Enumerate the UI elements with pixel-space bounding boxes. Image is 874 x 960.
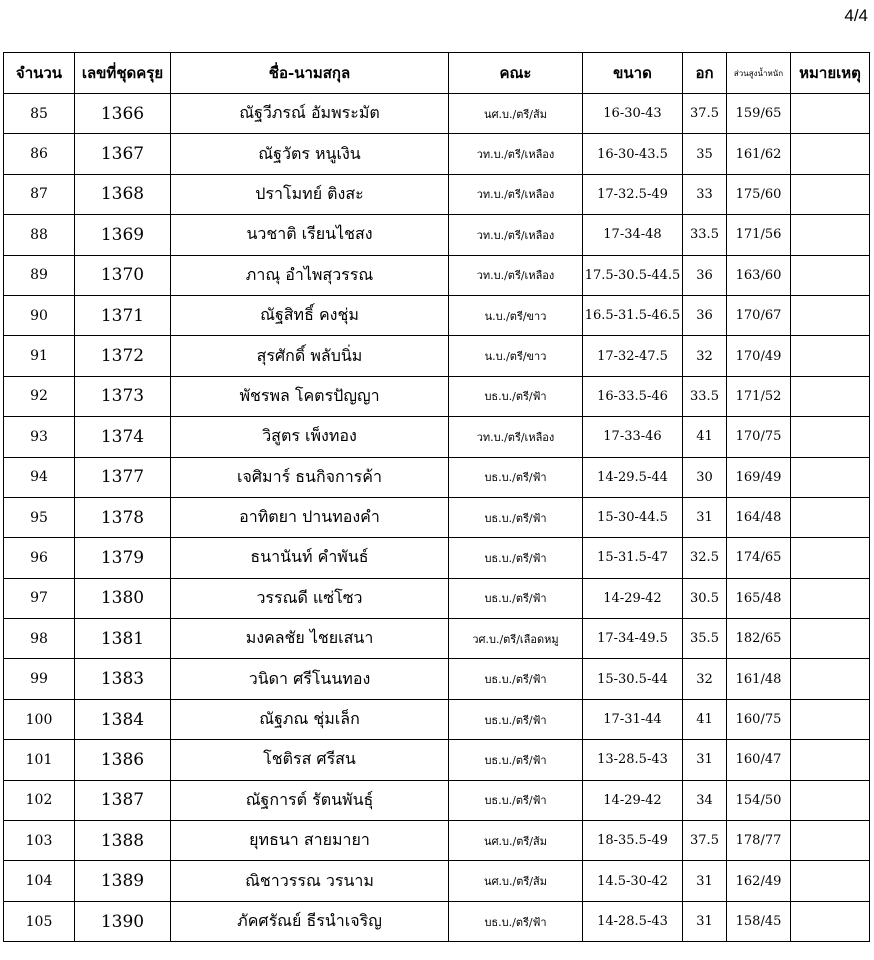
cell-size: 15-30.5-44 (583, 659, 683, 699)
cell-gown-number: 1366 (75, 94, 171, 134)
cell-faculty: วศ.บ./ตรี/เลือดหมู (449, 619, 583, 659)
cell-faculty: วท.บ./ตรี/เหลือง (449, 134, 583, 174)
cell-gown-number: 1374 (75, 417, 171, 457)
cell-chest: 41 (683, 699, 727, 739)
cell-gown-number: 1373 (75, 376, 171, 416)
cell-size: 17-34-48 (583, 215, 683, 255)
cell-seq: 96 (4, 538, 75, 578)
cell-remark (791, 417, 870, 457)
cell-name: เจศิมาร์ ธนกิจการค้า (171, 457, 449, 497)
cell-name: มงคลชัย ไชยเสนา (171, 619, 449, 659)
cell-name: ณัฐสิทธิ์ คงชุ่ม (171, 295, 449, 335)
cell-name: ณัฐวัตร หนูเงิน (171, 134, 449, 174)
cell-remark (791, 578, 870, 618)
cell-height-weight: 171/52 (727, 376, 791, 416)
cell-remark (791, 861, 870, 901)
cell-faculty: วท.บ./ตรี/เหลือง (449, 255, 583, 295)
cell-size: 16.5-31.5-46.5 (583, 295, 683, 335)
table-row (4, 538, 870, 578)
cell-faculty: บธ.บ./ตรี/ฟ้า (449, 740, 583, 780)
cell-height-weight: 161/62 (727, 134, 791, 174)
cell-faculty: น.บ./ตรี/ขาว (449, 295, 583, 335)
cell-remark (791, 94, 870, 134)
cell-remark (791, 457, 870, 497)
cell-chest: 32.5 (683, 538, 727, 578)
cell-name: ณิชาวรรณ วรนาม (171, 861, 449, 901)
cell-seq: 95 (4, 497, 75, 537)
cell-name: นวชาติ เรียนไชสง (171, 215, 449, 255)
table-row (4, 336, 870, 376)
cell-gown-number: 1381 (75, 619, 171, 659)
cell-chest: 33.5 (683, 215, 727, 255)
cell-remark (791, 780, 870, 820)
cell-faculty: บธ.บ./ตรี/ฟ้า (449, 780, 583, 820)
cell-chest: 30 (683, 457, 727, 497)
cell-seq: 98 (4, 619, 75, 659)
table-row (4, 861, 870, 901)
cell-name: พัชรพล โคตรปัญญา (171, 376, 449, 416)
cell-remark (791, 497, 870, 537)
cell-remark (791, 255, 870, 295)
cell-height-weight: 178/77 (727, 821, 791, 861)
cell-chest: 32 (683, 659, 727, 699)
cell-size: 17.5-30.5-44.5 (583, 255, 683, 295)
page-number: 4/4 (844, 6, 868, 25)
cell-remark (791, 901, 870, 941)
cell-seq: 87 (4, 174, 75, 214)
cell-height-weight: 165/48 (727, 578, 791, 618)
header-size: ขนาด (583, 53, 683, 94)
cell-size: 15-31.5-47 (583, 538, 683, 578)
cell-chest: 41 (683, 417, 727, 457)
cell-seq: 102 (4, 780, 75, 820)
cell-size: 16-30-43 (583, 94, 683, 134)
cell-size: 17-32-47.5 (583, 336, 683, 376)
cell-size: 17-31-44 (583, 699, 683, 739)
cell-size: 17-33-46 (583, 417, 683, 457)
cell-seq: 99 (4, 659, 75, 699)
cell-gown-number: 1369 (75, 215, 171, 255)
cell-chest: 35 (683, 134, 727, 174)
cell-name: ณัฐการต์ รัตนพันธุ์ (171, 780, 449, 820)
cell-height-weight: 163/60 (727, 255, 791, 295)
cell-height-weight: 161/48 (727, 659, 791, 699)
cell-faculty: วท.บ./ตรี/เหลือง (449, 215, 583, 255)
cell-gown-number: 1378 (75, 497, 171, 537)
cell-height-weight: 175/60 (727, 174, 791, 214)
cell-faculty: วท.บ./ตรี/เหลือง (449, 417, 583, 457)
cell-faculty: นศ.บ./ตรี/ส้ม (449, 94, 583, 134)
cell-gown-number: 1371 (75, 295, 171, 335)
table-row (4, 215, 870, 255)
cell-seq: 104 (4, 861, 75, 901)
cell-chest: 30.5 (683, 578, 727, 618)
cell-name: ณัฐภณ ชุ่มเล็ก (171, 699, 449, 739)
table-header-row (4, 53, 870, 94)
table-row (4, 457, 870, 497)
table-row (4, 174, 870, 214)
cell-height-weight: 162/49 (727, 861, 791, 901)
table-row (4, 821, 870, 861)
table-row (4, 376, 870, 416)
table-row (4, 699, 870, 739)
header-name: ชื่อ-นามสกุล (171, 53, 449, 94)
cell-faculty: บธ.บ./ตรี/ฟ้า (449, 699, 583, 739)
cell-gown-number: 1368 (75, 174, 171, 214)
cell-name: วนิดา ศรีโนนทอง (171, 659, 449, 699)
cell-faculty: วท.บ./ตรี/เหลือง (449, 174, 583, 214)
cell-size: 14-28.5-43 (583, 901, 683, 941)
cell-faculty: น.บ./ตรี/ขาว (449, 336, 583, 376)
gown-roster-table (3, 52, 870, 942)
cell-name: ธนานันท์ คำพันธ์ (171, 538, 449, 578)
cell-faculty: บธ.บ./ตรี/ฟ้า (449, 578, 583, 618)
cell-size: 17-34-49.5 (583, 619, 683, 659)
cell-chest: 37.5 (683, 821, 727, 861)
header-gown-number: เลขที่ชุดครุย (75, 53, 171, 94)
table-body (4, 94, 870, 942)
cell-chest: 35.5 (683, 619, 727, 659)
cell-name: ภาณุ อำไพสุวรรณ (171, 255, 449, 295)
cell-seq: 86 (4, 134, 75, 174)
cell-size: 13-28.5-43 (583, 740, 683, 780)
cell-faculty: บธ.บ./ตรี/ฟ้า (449, 659, 583, 699)
cell-chest: 34 (683, 780, 727, 820)
cell-gown-number: 1390 (75, 901, 171, 941)
cell-name: สุรศักดิ์ พลับนิ่ม (171, 336, 449, 376)
table-row (4, 619, 870, 659)
cell-chest: 33 (683, 174, 727, 214)
cell-faculty: บธ.บ./ตรี/ฟ้า (449, 901, 583, 941)
cell-remark (791, 376, 870, 416)
cell-faculty: บธ.บ./ตรี/ฟ้า (449, 497, 583, 537)
cell-faculty: นศ.บ./ตรี/ส้ม (449, 861, 583, 901)
cell-chest: 31 (683, 861, 727, 901)
cell-seq: 101 (4, 740, 75, 780)
cell-gown-number: 1370 (75, 255, 171, 295)
cell-height-weight: 160/75 (727, 699, 791, 739)
cell-seq: 94 (4, 457, 75, 497)
cell-seq: 93 (4, 417, 75, 457)
cell-name: ณัฐวีภรณ์ อัมพระมัต (171, 94, 449, 134)
cell-name: วิสูตร เพ็งทอง (171, 417, 449, 457)
table-row (4, 780, 870, 820)
table-row (4, 417, 870, 457)
cell-size: 16-33.5-46 (583, 376, 683, 416)
cell-seq: 105 (4, 901, 75, 941)
cell-size: 14-29.5-44 (583, 457, 683, 497)
cell-gown-number: 1384 (75, 699, 171, 739)
cell-name: ปราโมทย์ ติงสะ (171, 174, 449, 214)
cell-seq: 97 (4, 578, 75, 618)
table-row (4, 497, 870, 537)
cell-faculty: บธ.บ./ตรี/ฟ้า (449, 538, 583, 578)
cell-height-weight: 169/49 (727, 457, 791, 497)
cell-chest: 32 (683, 336, 727, 376)
cell-chest: 37.5 (683, 94, 727, 134)
cell-chest: 31 (683, 901, 727, 941)
cell-height-weight: 158/45 (727, 901, 791, 941)
cell-gown-number: 1372 (75, 336, 171, 376)
cell-gown-number: 1377 (75, 457, 171, 497)
cell-height-weight: 154/50 (727, 780, 791, 820)
cell-seq: 85 (4, 94, 75, 134)
cell-seq: 89 (4, 255, 75, 295)
cell-faculty: บธ.บ./ตรี/ฟ้า (449, 457, 583, 497)
cell-seq: 100 (4, 699, 75, 739)
cell-remark (791, 619, 870, 659)
cell-size: 18-35.5-49 (583, 821, 683, 861)
cell-height-weight: 160/47 (727, 740, 791, 780)
cell-seq: 88 (4, 215, 75, 255)
cell-chest: 31 (683, 497, 727, 537)
cell-height-weight: 174/65 (727, 538, 791, 578)
table-row (4, 134, 870, 174)
cell-seq: 90 (4, 295, 75, 335)
cell-size: 14.5-30-42 (583, 861, 683, 901)
cell-name: อาทิตยา ปานทองคำ (171, 497, 449, 537)
cell-remark (791, 821, 870, 861)
header-height-weight: ส่วนสูงน้ำหนัก (727, 53, 791, 94)
cell-remark (791, 174, 870, 214)
cell-remark (791, 740, 870, 780)
cell-name: ภัคศรัณย์ ธีรนำเจริญ (171, 901, 449, 941)
cell-gown-number: 1386 (75, 740, 171, 780)
cell-gown-number: 1367 (75, 134, 171, 174)
table-row (4, 94, 870, 134)
cell-name: วรรณดี แซ่โซว (171, 578, 449, 618)
cell-height-weight: 170/67 (727, 295, 791, 335)
table-row (4, 578, 870, 618)
cell-gown-number: 1379 (75, 538, 171, 578)
cell-size: 15-30-44.5 (583, 497, 683, 537)
cell-faculty: บธ.บ./ตรี/ฟ้า (449, 376, 583, 416)
cell-remark (791, 295, 870, 335)
cell-seq: 91 (4, 336, 75, 376)
header-seq: จำนวน (4, 53, 75, 94)
cell-height-weight: 164/48 (727, 497, 791, 537)
cell-remark (791, 336, 870, 376)
cell-remark (791, 659, 870, 699)
cell-name: โชติรส ศรีสน (171, 740, 449, 780)
cell-height-weight: 159/65 (727, 94, 791, 134)
header-faculty: คณะ (449, 53, 583, 94)
cell-seq: 103 (4, 821, 75, 861)
cell-gown-number: 1389 (75, 861, 171, 901)
header-chest: อก (683, 53, 727, 94)
cell-size: 16-30-43.5 (583, 134, 683, 174)
cell-gown-number: 1388 (75, 821, 171, 861)
table-row (4, 659, 870, 699)
cell-height-weight: 171/56 (727, 215, 791, 255)
cell-size: 17-32.5-49 (583, 174, 683, 214)
cell-remark (791, 215, 870, 255)
table-row (4, 901, 870, 941)
cell-size: 14-29-42 (583, 780, 683, 820)
cell-faculty: นศ.บ./ตรี/ส้ม (449, 821, 583, 861)
cell-remark (791, 134, 870, 174)
cell-height-weight: 182/65 (727, 619, 791, 659)
cell-chest: 36 (683, 295, 727, 335)
cell-height-weight: 170/49 (727, 336, 791, 376)
table-row (4, 295, 870, 335)
cell-remark (791, 699, 870, 739)
cell-gown-number: 1380 (75, 578, 171, 618)
cell-height-weight: 170/75 (727, 417, 791, 457)
cell-gown-number: 1387 (75, 780, 171, 820)
header-remark: หมายเหตุ (791, 53, 870, 94)
cell-gown-number: 1383 (75, 659, 171, 699)
cell-chest: 36 (683, 255, 727, 295)
cell-name: ยุทธนา สายมายา (171, 821, 449, 861)
cell-seq: 92 (4, 376, 75, 416)
cell-remark (791, 538, 870, 578)
cell-size: 14-29-42 (583, 578, 683, 618)
cell-chest: 33.5 (683, 376, 727, 416)
table-row (4, 255, 870, 295)
table-row (4, 740, 870, 780)
cell-chest: 31 (683, 740, 727, 780)
